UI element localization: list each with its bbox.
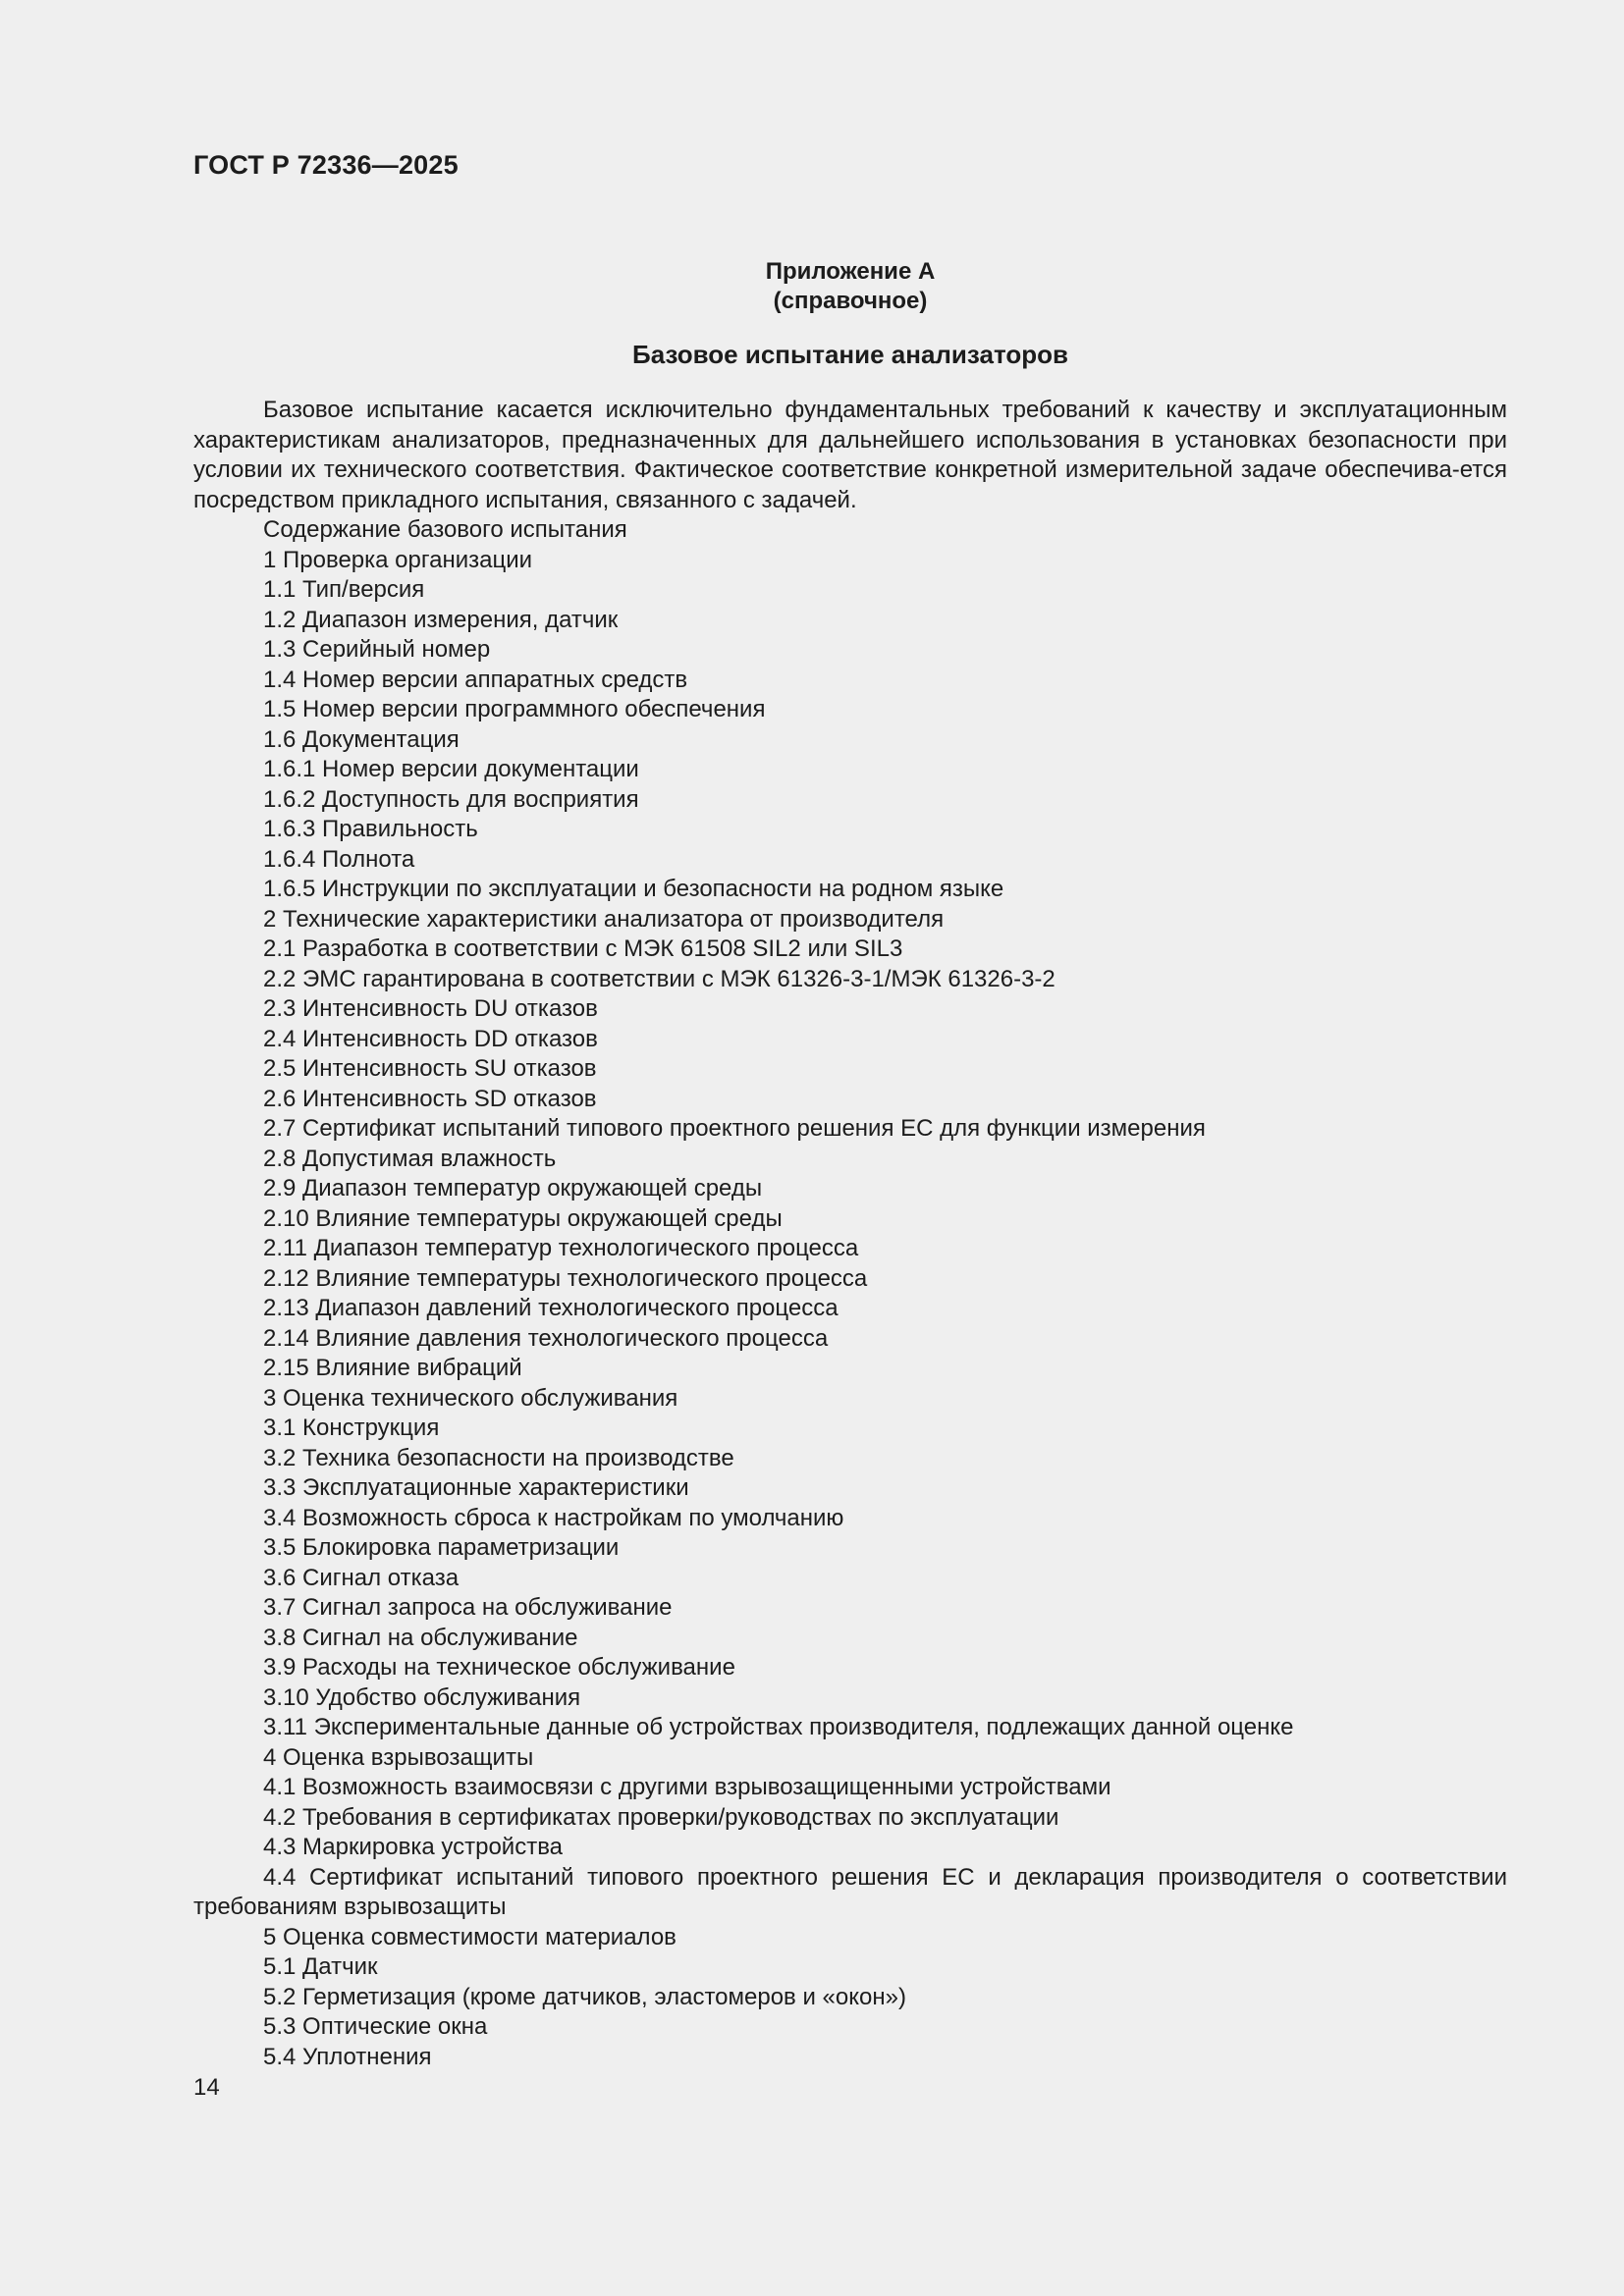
list-item: 1.6 Документация: [263, 725, 460, 753]
list-item: 2.8 Допустимая влажность: [263, 1145, 557, 1172]
list-item: 1.6.2 Доступность для восприятия: [263, 785, 639, 813]
list-item: 3.11 Экспериментальные данные об устройствах производителя, подлежащих данной оценке: [263, 1714, 1294, 1740]
test-contents-list: [193, 546, 1507, 1863]
list-item: 2.2 ЭМС гарантирована в соответствии с МЭК 61326-3-1/МЭК 61326-3-2: [263, 965, 1056, 992]
list-item: 3 Оценка технического обслуживания: [263, 1384, 678, 1412]
list-item: 2.14 Влияние давления технологического процесса: [263, 1324, 829, 1352]
annex-subtitle: (справочное): [773, 288, 928, 314]
list-item: 2.5 Интенсивность SU отказов: [263, 1055, 597, 1082]
list-item: 3.4 Возможность сброса к настройкам по умолчанию: [263, 1504, 844, 1531]
list-item: 3.9 Расходы на техническое обслуживание: [263, 1654, 735, 1681]
list-item: 1.6.1 Номер версии документации: [263, 756, 639, 782]
test-contents-list-continued: [193, 1923, 1507, 2073]
list-item: 3.6 Сигнал отказа: [263, 1564, 460, 1591]
list-item: 3.8 Сигнал на обслуживание: [263, 1624, 578, 1651]
list-item: 5.1 Датчик: [263, 1953, 378, 1980]
list-item: 1.6.4 Полнота: [263, 845, 415, 873]
list-item: 2.9 Диапазон температур окружающей среды: [263, 1175, 763, 1201]
list-item: 1.3 Серийный номер: [263, 636, 491, 663]
list-item: 5.3 Оптические окна: [263, 2013, 488, 2040]
list-item: 3.10 Удобство обслуживания: [263, 1683, 581, 1711]
list-item: 4.2 Требования в сертификатах проверки/руководствах по эксплуатации: [263, 1803, 1059, 1831]
list-item: 5.4 Уплотнения: [263, 2043, 432, 2070]
list-item: 5 Оценка совместимости материалов: [263, 1923, 677, 1950]
list-item: 3.1 Конструкция: [263, 1415, 440, 1441]
document-page: [193, 147, 1507, 2072]
list-item: 2.6 Интенсивность SD отказов: [263, 1085, 597, 1112]
list-item: 1.2 Диапазон измерения, датчик: [263, 606, 619, 633]
list-item: 1.4 Номер версии аппаратных средств: [263, 666, 688, 693]
list-item: 2.10 Влияние температуры окружающей среды: [263, 1204, 783, 1232]
list-item: 3.5 Блокировка параметризации: [263, 1534, 620, 1561]
list-item: 3.7 Сигнал запроса на обслуживание: [263, 1594, 673, 1621]
list-item: 2.13 Диапазон давлений технологического процесса: [263, 1295, 839, 1321]
list-item: 1.6.5 Инструкции по эксплуатации и безопасности на родном языке: [263, 876, 1004, 902]
list-item: 4 Оценка взрывозащиты: [263, 1743, 534, 1771]
list-item: 2.7 Сертификат испытаний типового проектного решения ЕС для функции измерения: [263, 1115, 1206, 1142]
page-number: 14: [193, 2074, 220, 2101]
list-item: 1 Проверка организации: [263, 546, 533, 573]
list-item: 3.3 Эксплуатационные характеристики: [263, 1474, 689, 1501]
list-item: 2 Технические характеристики анализатора от производителя: [263, 905, 945, 933]
document-code: ГОСТ Р 72336—2025: [193, 150, 459, 180]
list-item: 5.2 Герметизация (кроме датчиков, эластомеров и «окон»): [263, 1983, 906, 2010]
list-heading: Содержание базового испытания: [263, 516, 627, 543]
list-item: 2.4 Интенсивность DD отказов: [263, 1025, 598, 1052]
list-item-wrapped: 4.4 Сертификат испытаний типового проектного решения ЕС и декларация производителя о соответствии требованиям взрывозащиты: [193, 1863, 1507, 1920]
list-item: 1.1 Тип/версия: [263, 576, 425, 603]
list-item: 4.3 Маркировка устройства: [263, 1834, 564, 1860]
list-item: 2.12 Влияние температуры технологического процесса: [263, 1264, 868, 1292]
list-item: 2.15 Влияние вибраций: [263, 1355, 522, 1381]
section-title: Базовое испытание анализаторов: [632, 340, 1068, 369]
annex-title: Приложение А: [765, 258, 936, 285]
list-item: 2.11 Диапазон температур технологического процесса: [263, 1235, 859, 1261]
list-item: 1.6.3 Правильность: [263, 816, 478, 842]
list-item: 3.2 Техника безопасности на производстве: [263, 1444, 734, 1471]
list-item: 2.3 Интенсивность DU отказов: [263, 995, 598, 1022]
list-item: 1.5 Номер версии программного обеспечения: [263, 696, 766, 722]
list-item: 2.1 Разработка в соответствии с МЭК 61508 SIL2 или SIL3: [263, 935, 903, 962]
intro-paragraph: Базовое испытание касается исключительно фундаментальных требований к качеству и эксплуатационным характеристикам анализаторов, предназначенных для дальнейшего использования в установках безопасности при условии их технического соответствия. Фактическое соответствие конкретной измерительной задаче обеспечива-ется посредством прикладного испытания, связанного с задачей.: [193, 397, 1507, 513]
list-item: 4.1 Возможность взаимосвязи с другими взрывозащищенными устройствами: [263, 1774, 1111, 1800]
